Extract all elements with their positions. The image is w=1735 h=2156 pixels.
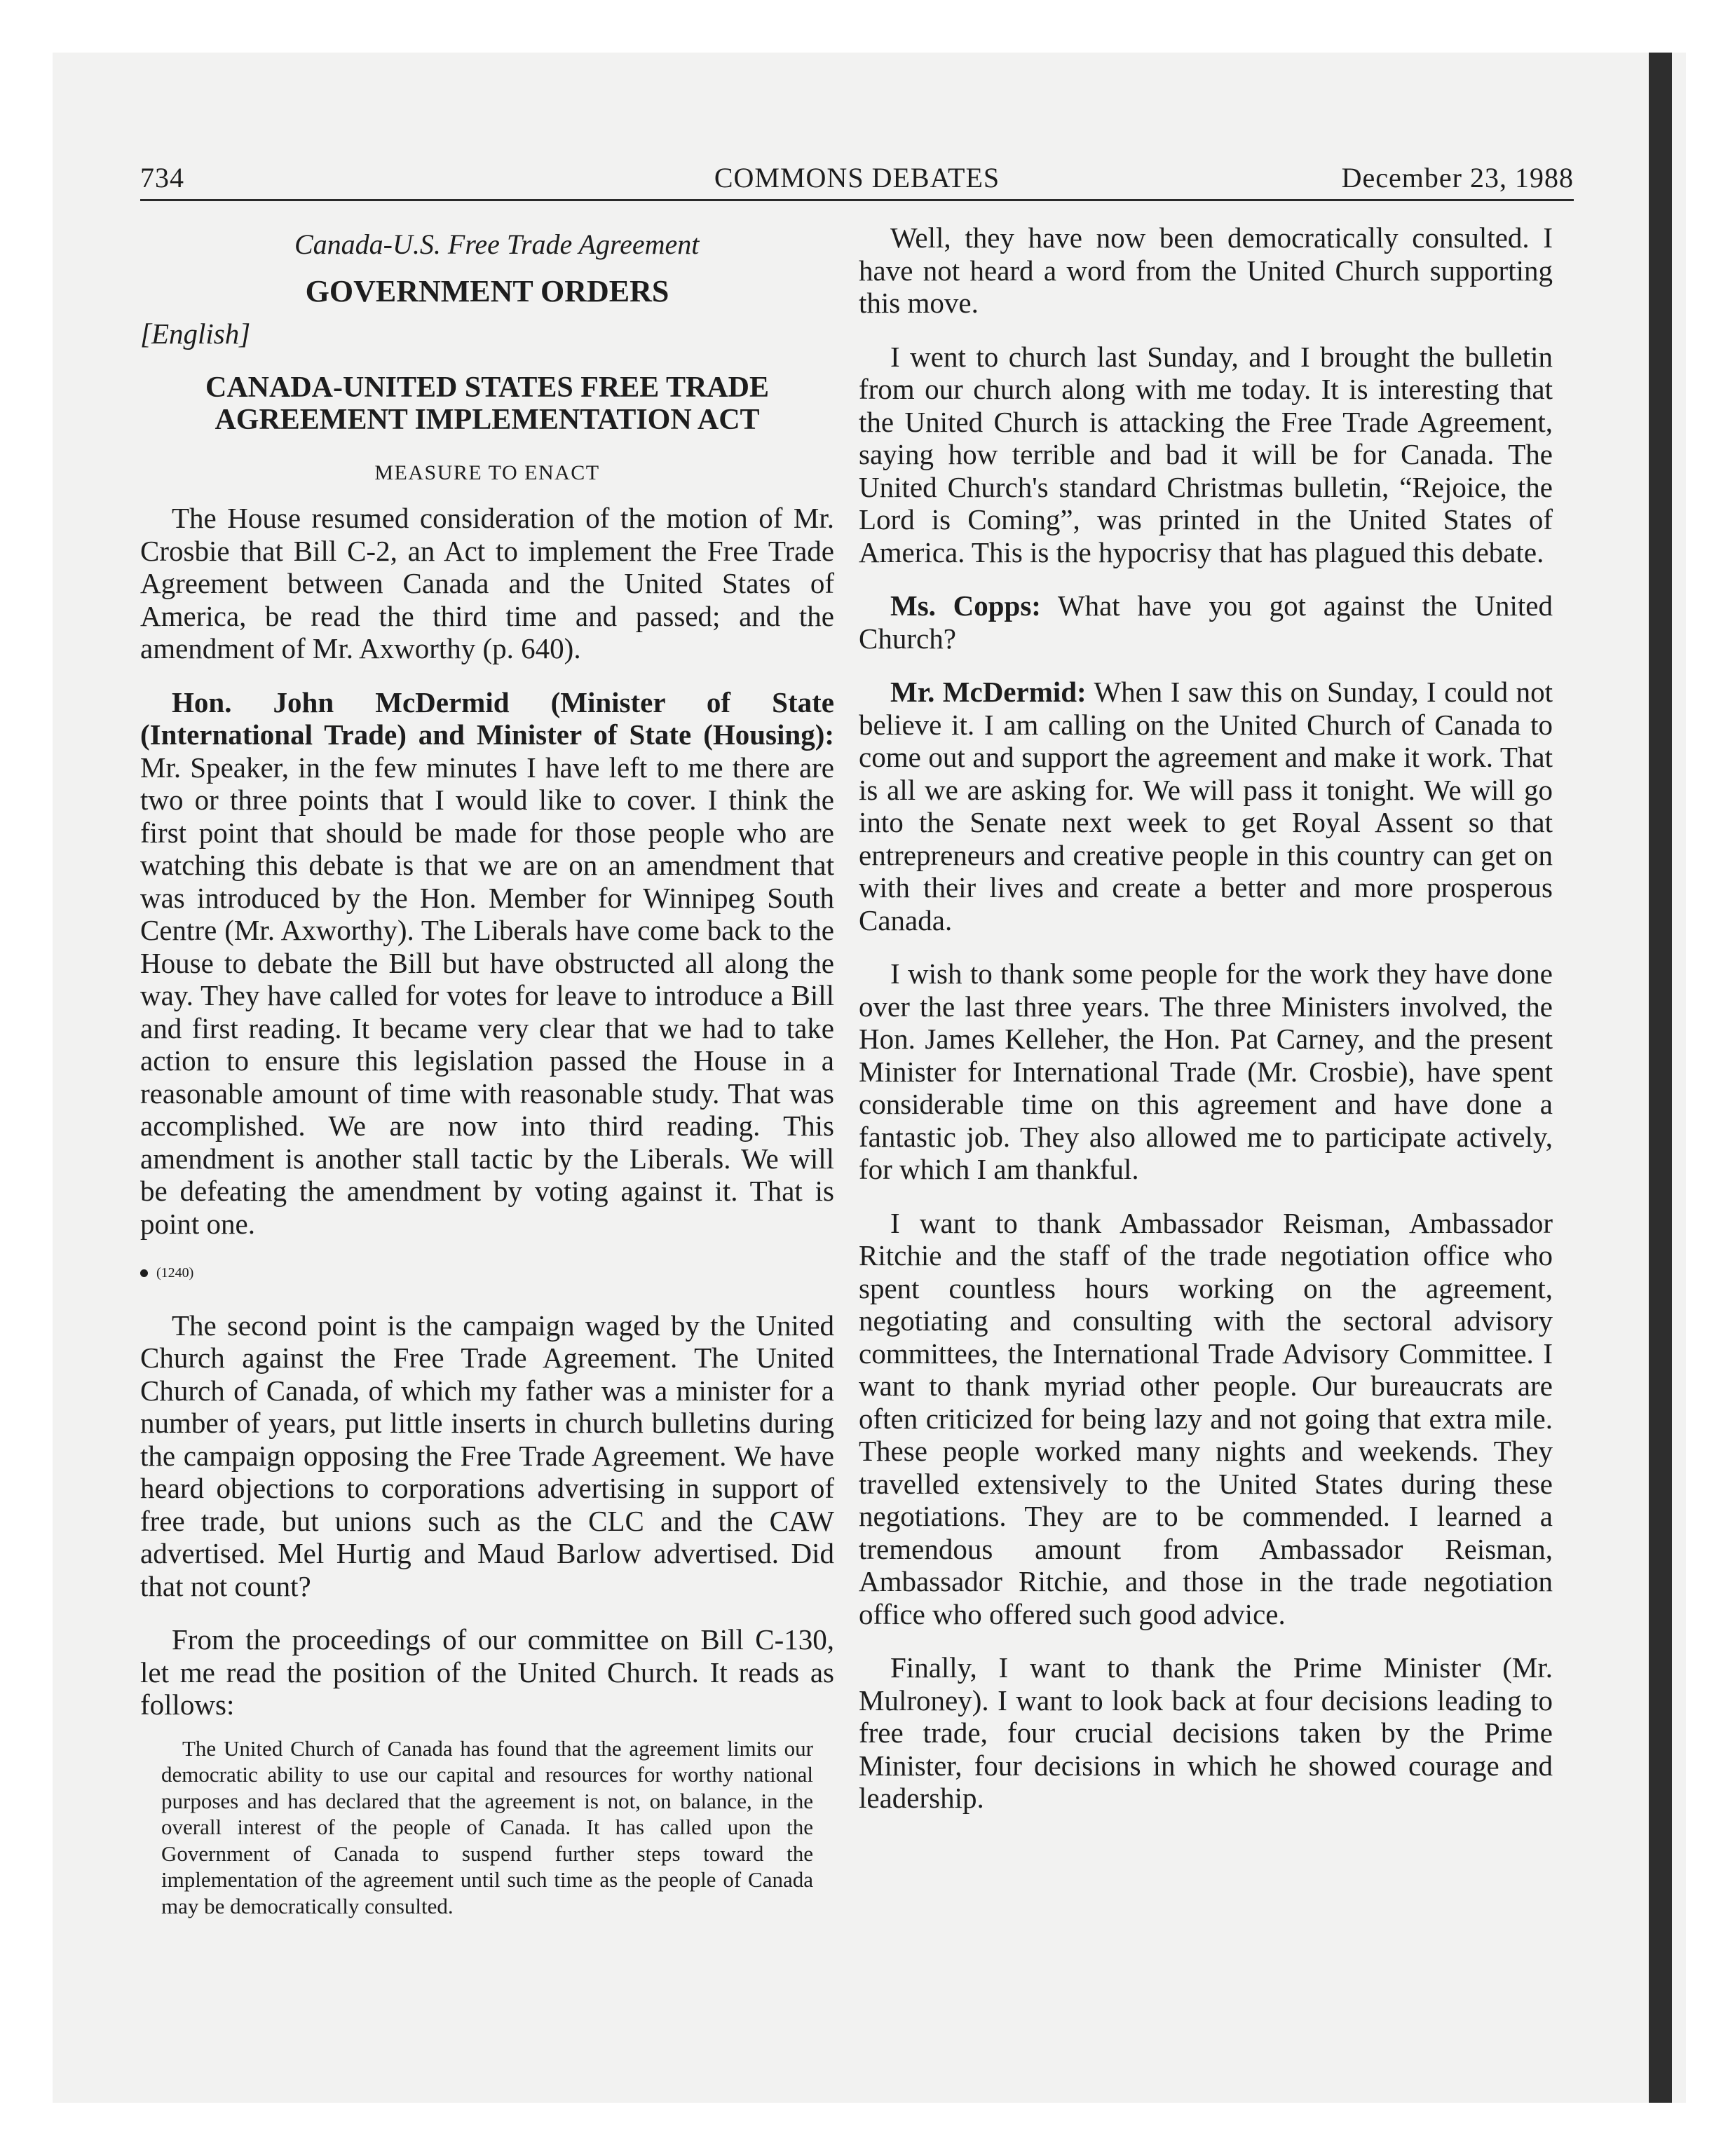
speaker-name: Ms. Copps: [890,589,1041,622]
speaker-name: Hon. John McDermid (Minister of State (International Trade) and Minister of State (Housing): [140,685,834,751]
speech-text: When I saw this on Sunday, I could not believe it. I am calling on the United Church of Canada to come out and support the agreement and make it work. That is all we are asking for. We will pass it tonight. We will go into the Senate next week to get Royal Assent so that entrepreneurs and creative people in this country can get on with their lives and create a better and more prosperous Canada. [859,676,1553,936]
paragraph: Finally, I want to thank the Prime Minister (Mr. Mulroney). I want to look back at four decisions leading to free trade, four crucial decisions taken by the Prime Minister, four decisions in which he showed courage and leadership. [859,1651,1553,1814]
page-header [140,158,1574,201]
paragraph: I wish to thank some people for the work they have done over the last three years. The three Ministers involved, the Hon. James Kelleher, the Hon. Pat Carney, and the present Minister for International Trade (Mr. Crosbie), have spent considerable time on this agreement and have done a fantastic job. They also allowed me to participate actively, for which I am thankful. [859,957,1553,1185]
bill-title: CANADA-UNITED STATES FREE TRADE AGREEMENT IMPLEMENTATION ACT [205,371,769,436]
measure-heading: MEASURE TO ENACT [374,460,600,484]
paragraph: I went to church last Sunday, and I brought the bulletin from our church along with me today. It is interesting that the United Church is attacking the Free Trade Agreement, saying how terrible and bad it will be for Canada. The United Church's standard Christmas bulletin, “Rejoice, the Lord is Coming”, was printed in the United States of America. This is the hypocrisy that has plagued this debate. [859,340,1553,568]
language-marker: [English] [140,318,251,350]
page-number: 734 [140,162,184,193]
topic-subheading: Canada-U.S. Free Trade Agreement [294,228,700,260]
speech-paragraph [859,589,1553,655]
speech-paragraph [140,686,834,1241]
speech-text: What have you got against the United Church? [859,589,1553,655]
page [140,158,1574,2023]
speech-text: Mr. Speaker, in the few minutes I have left to me there are two or three points that I would like to cover. I think the first point that should be made for those people who are watching this debate is that we are on an amendment that was introduced by the Hon. Member for Winnipeg South Centre (Mr. Axworthy). The Liberals have come back to the House to debate the Bill but have obstructed all along the way. They have called for votes for leave to introduce a Bill and first reading. It became very clear that we had to take action to ensure this legislation passed the House in a reasonable amount of time with reasonable study. That was accomplished. We are now into third reading. This amendment is another stall tactic by the Liberals. We will be defeating the amendment by voting against it. That is point one. [140,751,834,1240]
page-spine-edge [1649,53,1672,2103]
publication-title: COMMONS DEBATES [714,162,1000,193]
section-title: GOVERNMENT ORDERS [305,273,669,308]
paragraph: The second point is the campaign waged by the United Church against the Free Trade Agreement. The United Church of Canada, of which my father was a minister for a number of years, put little inserts in church bulletins during the campaign opposing the Free Trade Agreement. We have heard objections to corporations advertising in support of free trade, but unions such as the CLC and the CAW advertised. Mel Hurtig and Maud Barlow advertised. Did that not count? [140,1309,834,1602]
block-quote: The United Church of Canada has found that the agreement limits our democratic ability to use our capital and resources for worthy national purposes and has declared that the agreement is not, on balance, in the overall interest of the people of Canada. It has called upon the Government of Canada to suspend further steps toward the implementation of the agreement until such time as the people of Canada may be democratically consulted. [161,1735,813,1918]
publication-date: December 23, 1988 [1341,162,1574,193]
paragraph: From the proceedings of our committee on Bill C-130, let me read the position of the United Church. It reads as follows: [140,1623,834,1721]
left-column [140,214,834,1919]
bullet-icon [140,1269,148,1277]
speech-paragraph [859,676,1553,936]
speaker-name: Mr. McDermid: [890,676,1087,708]
paragraph: I want to thank Ambassador Reisman, Ambassador Ritchie and the staff of the trade negotiation office who spent countless hours working on the agreement, negotiating and consulting with the sectoral advisory committees, the International Trade Advisory Committee. I want to thank myriad other people. Our bureaucrats are often criticized for being lazy and not going that extra mile. These people worked many nights and weekends. They travelled extensively to the United States during these negotiations. They are to be commended. I learned a tremendous amount from Ambassador Reisman, Ambassador Ritchie, and those in the trade negotiation office who offered such good advice. [859,1206,1553,1630]
right-column [859,221,1553,1836]
time-marker-label: (1240) [156,1265,194,1281]
time-marker [140,1257,834,1290]
paragraph: The House resumed consideration of the motion of Mr. Crosbie that Bill C-2, an Act to implement the Free Trade Agreement between Canada and the United States of America, be read the third time and passed; and the amendment of Mr. Axworthy (p. 640). [140,502,834,664]
paragraph: Well, they have now been democratically consulted. I have not heard a word from the United Church supporting this move. [859,221,1553,319]
